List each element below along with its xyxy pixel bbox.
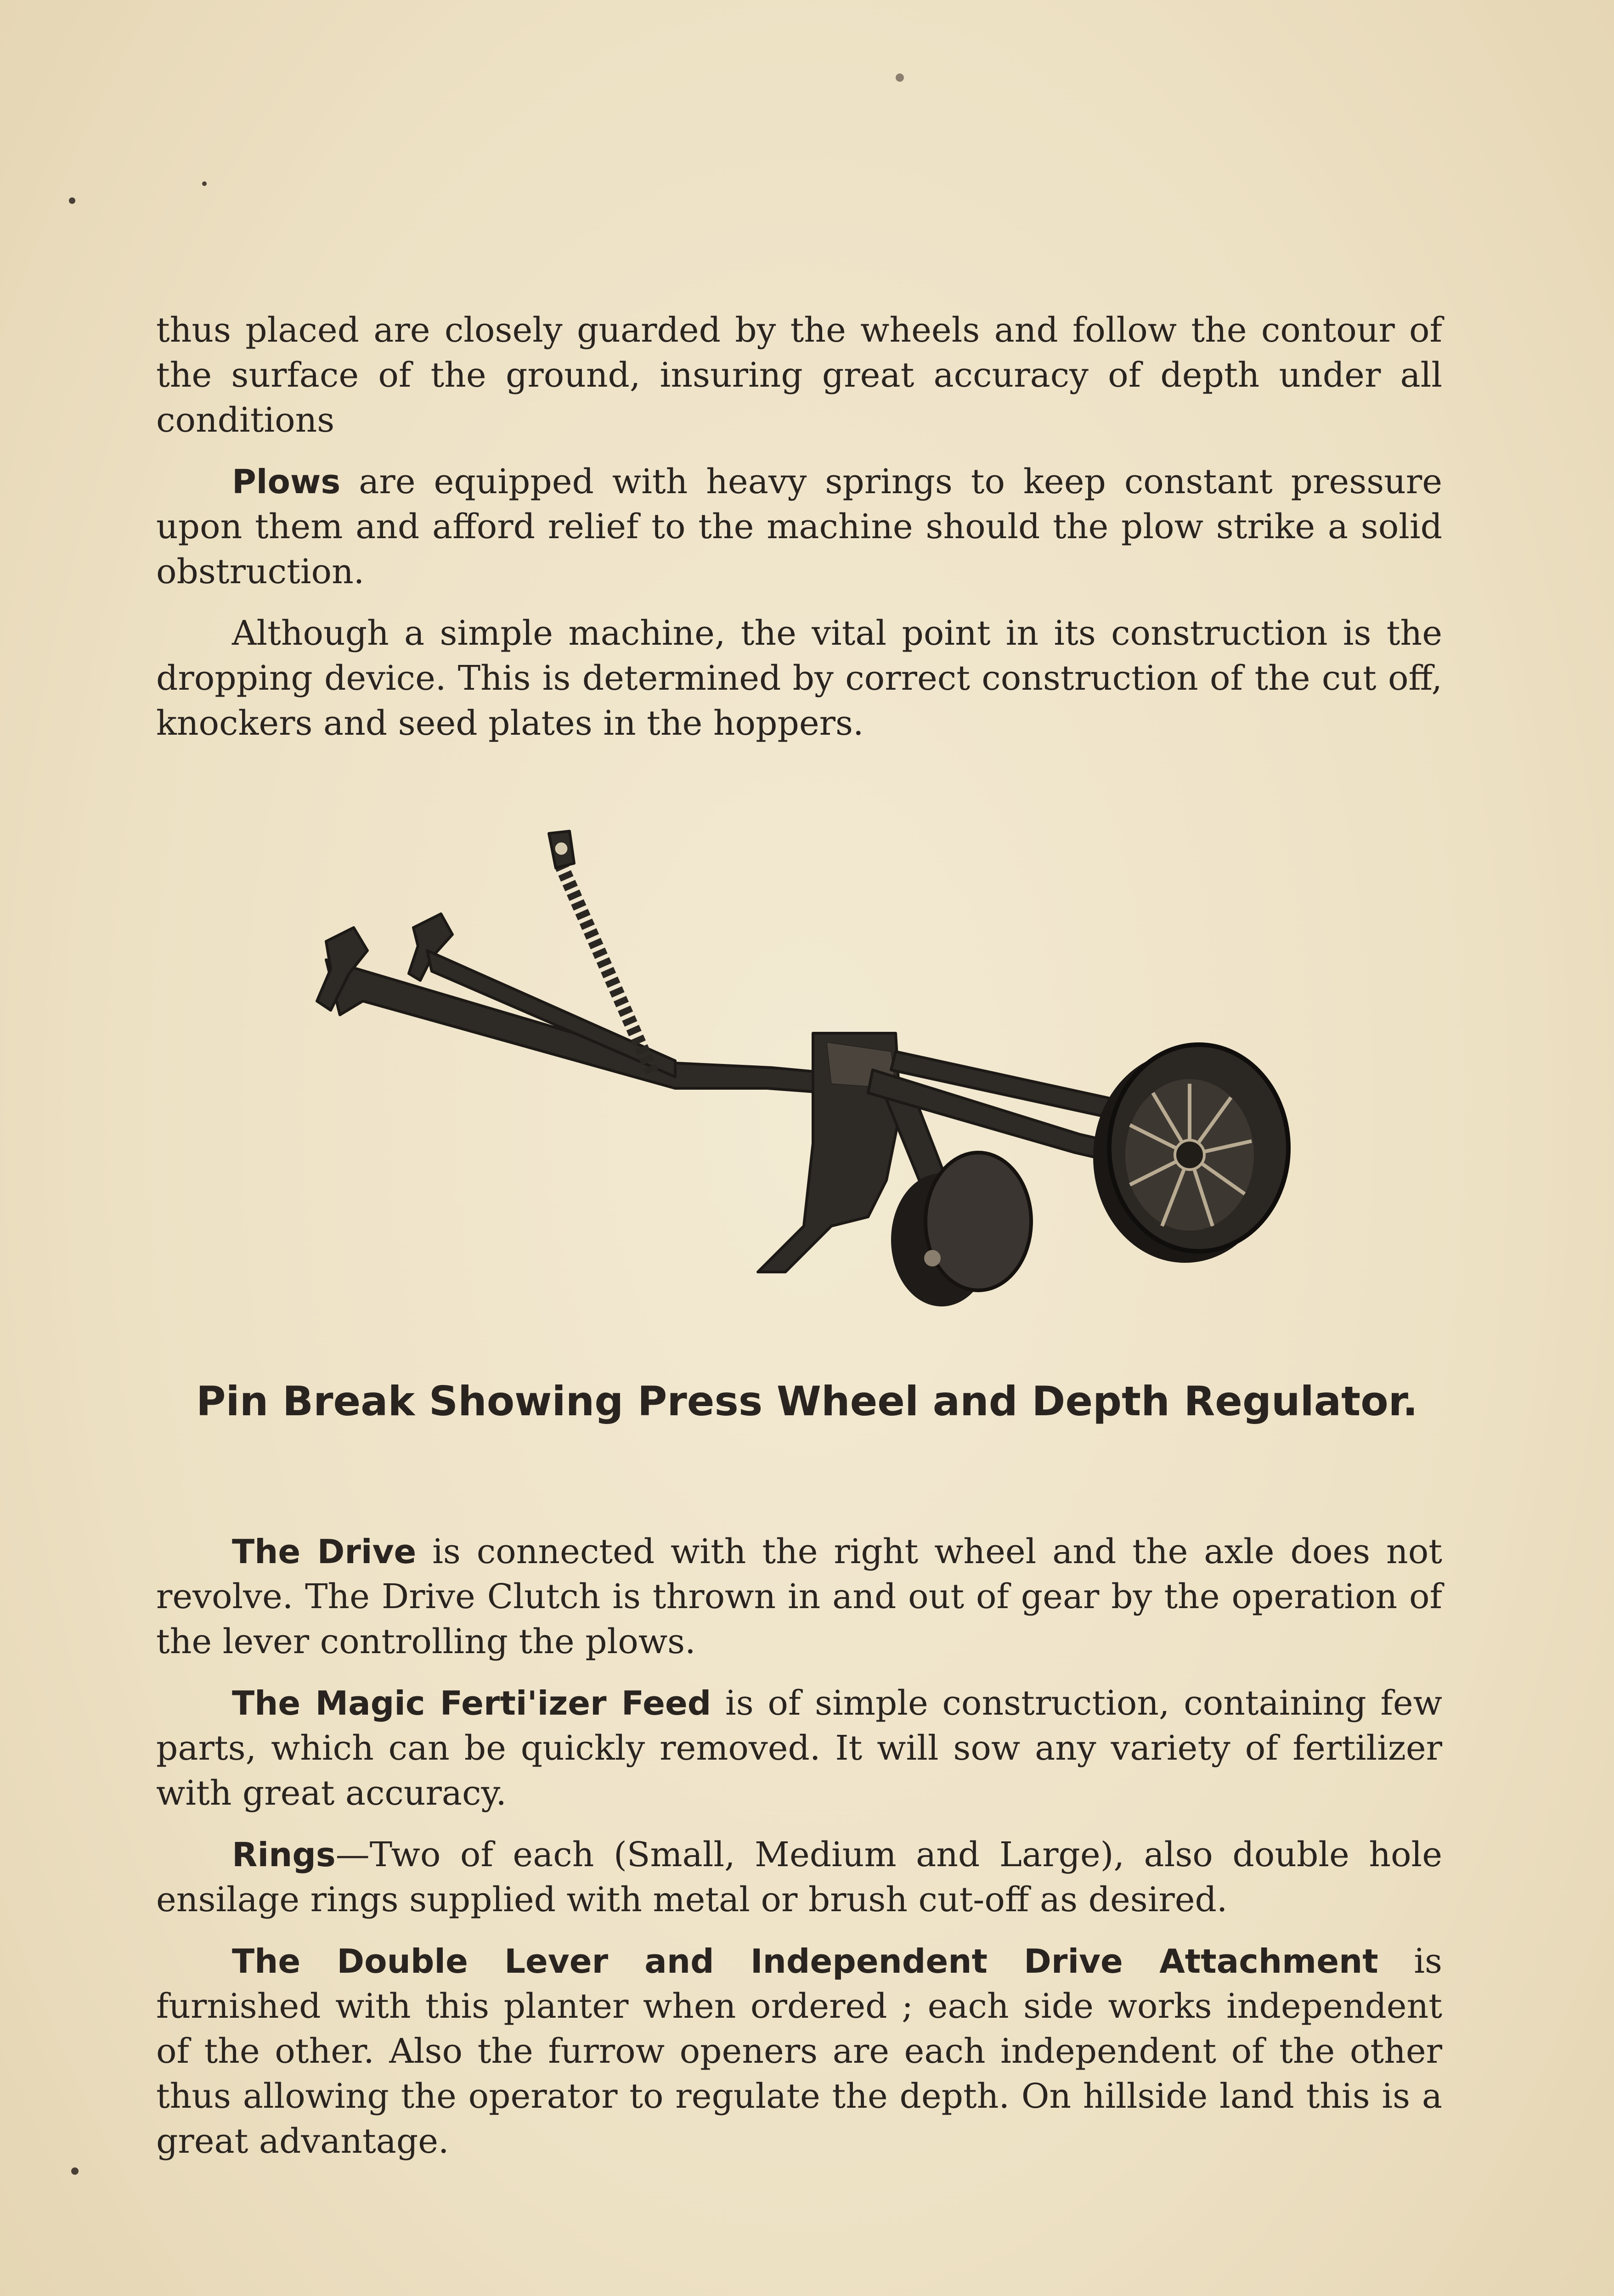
drive-wheel <box>1093 1045 1288 1263</box>
bottom-text-section <box>156 1529 1442 2180</box>
lead-fertilizer-feed: The Magic Ferti'izer Feed <box>232 1684 711 1722</box>
lead-drive: The Drive <box>232 1532 417 1571</box>
paragraph-plows-body: are equipped with heavy springs to keep constant pressure upon them and afford relief to the machine should the plow strike a solid obstruction. <box>156 462 1442 591</box>
top-text-section <box>156 308 1442 762</box>
lead-plows: Plows <box>232 462 341 501</box>
lead-double-lever: The Double Lever and Independent Drive Attachment <box>232 1942 1378 1981</box>
paragraph-fertilizer-feed <box>156 1681 1442 1816</box>
paragraph-contour: thus placed are closely guarded by the wheels and follow the contour of the surface of the ground, insuring great accuracy of depth under all conditions <box>156 310 1442 440</box>
paragraph-double-lever <box>156 1939 1442 2164</box>
planter-drawing <box>299 813 1309 1341</box>
paragraph-double-lever-body: is furnished with this planter when ordered ; each side works independent of the other. Also the furrow openers are each independent of the other thus allowing the operator to regulate the depth. On hillside land this is a great advantage. <box>156 1941 1442 2161</box>
paper-speck <box>71 2167 79 2175</box>
paragraph-drive-body: is connected with the right wheel and the axle does not revolve. The Drive Clutch is thrown in and out of gear by the operation of the lever controlling the plows. <box>156 1532 1442 1661</box>
paragraph-fertilizer-feed-body: is of simple construction, containing few parts, which can be quickly removed. It will sow any variety of fertilizer with great accuracy. <box>156 1683 1442 1813</box>
paper-speck <box>69 197 75 204</box>
paragraph-plows <box>156 459 1442 594</box>
paragraph-drive <box>156 1529 1442 1664</box>
planter-illustration <box>299 813 1309 1341</box>
paragraph-dropping-device: Although a simple machine, the vital point in its construction is the dropping device. This is determined by correct construction of the cut off, knockers and seed plates in the hoppers. <box>156 613 1442 743</box>
paper-speck <box>202 181 207 186</box>
press-wheel <box>891 1153 1031 1306</box>
paragraph-rings-body: —Two of each (Small, Medium and Large), also double hole ensilage rings supplied with metal or brush cut-off as desired. <box>156 1835 1442 1919</box>
figure-caption: Pin Break Showing Press Wheel and Depth Regulator. <box>196 1378 1418 1425</box>
paragraph-rings <box>156 1832 1442 1922</box>
lead-rings: Rings <box>232 1835 336 1874</box>
paper-speck <box>896 73 904 82</box>
